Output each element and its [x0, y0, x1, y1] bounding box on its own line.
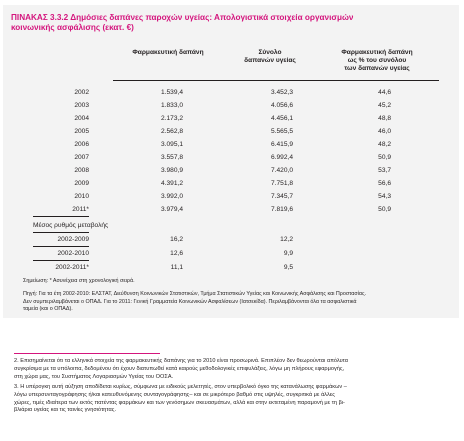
- col-header-pct: Φαρμακευτική δαπάνη ως % του συνόλου των δαπανών υγείας: [341, 49, 413, 72]
- col-header-total: Σύνολο δαπανών υγείας: [244, 49, 296, 64]
- growth-row: 2002-2010 12,6 9,9: [57, 250, 293, 257]
- col-header-pharma: Φαρμακευτική δαπάνη: [132, 49, 204, 56]
- table-row: 2008 3.980,9 7.420,0 53,7: [74, 167, 391, 174]
- table-title: [11, 13, 451, 33]
- table-row: 2003 1.833,0 4.056,6 45,2: [74, 102, 391, 109]
- table-row: 2004 2.173,2 4.456,1 48,8: [74, 115, 391, 122]
- table-row: 2011* 3.979,4 7.819,6 50,9: [72, 206, 391, 213]
- footnote-3: 3. Η υπέρογκη αυτή αύξηση αποδίδεται κυρίως, σύμφωνα με ειδικούς μελετητές, στον υπερβολικό όγκο της κατανάλωσης φαρμάκων – λόγω υπερσυνταγογράφησης ή/και κατευθυνόμενης συνταγογράφησης– και σε μικρότερο βαθμό στις υψηλές, συγκριτικά με άλλες χώρες, τιμές ιδιαίτερα των εκτός πατέντας φαρμάκων και των γενόσημων σκευασμάτων, αλλά και στην εκτεταμένη παραμονή με τη βι- βλιάρια υγείας και τις ταινίες γνησιότητας.: [14, 384, 347, 414]
- table-title-line2: κοινωνικής ασφάλισης (εκατ. €): [11, 23, 134, 32]
- table-note: Σημείωση: * Ασυνέχεια στη χρονολογική σειρά.: [23, 278, 135, 284]
- table-source: Πηγή: Για τα έτη 2002-2010: ΕΛΣΤΑΤ, Διεύθυνση Κοινωνικών Στατιστικών, Τμήμα Στατιστικών Υγείας και Κοινωνικής Ασφάλισης και Προστασίας. Δεν συμπεριλαμβάνεται ο ΟΠΑΔ. Για το 2011: Γενική Γραμματεία Κοινωνικών Ασφαλίσεων (Ιατσεκίδα). Περιλαμβάνονται όλα τα ασφαλιστικά ταμεία (και ο ΟΠΑΔ).: [23, 291, 367, 313]
- growth-row: 2002-2011* 11,1 9,5: [55, 264, 293, 271]
- growth-rule-1: [33, 232, 89, 233]
- header-rule: [113, 80, 439, 81]
- table-panel: [3, 5, 459, 318]
- growth-label: Μέσος ρυθμός μεταβολής: [33, 222, 109, 229]
- table-row: 2009 4.391,2 7.751,8 56,6: [74, 180, 391, 187]
- year-column-rule: [33, 216, 89, 217]
- footnote-2: 2. Επισημαίνεται ότι τα ελληνικά στοιχεία της φαρμακευτικής δαπάνης για το 2010 είναι προσωρινά. Επιπλέον δεν θεωρούνται απόλυτα συγκρίσιμα με τα υπόλοιπα, δεδομένου ότι έχουν διατυπωθεί κατά καιρούς μεθοδολογικές επιφυλάξεις, λόγω μη πλήρους εφαρμογής, στη χώρα μας, του Συστήματος Λογαριασμών Υγείας του ΟΟΣΑ.: [14, 358, 349, 380]
- table-row: 2005 2.562,8 5.565,5 46,0: [74, 128, 391, 135]
- table-row: 2007 3.557,8 6.992,4 50,9: [74, 154, 391, 161]
- table-row: 2010 3.992,0 7.345,7 54,3: [74, 193, 391, 200]
- growth-row: 2002-2009 16,2 12,2: [57, 236, 293, 243]
- footnote-rule: [14, 353, 160, 354]
- table-title-line1: ΠΙΝΑΚΑΣ 3.3.2 Δημόσιες δαπάνες παροχών υγείας: Απολογιστικά στοιχεία οργανισμών: [11, 13, 354, 22]
- table-row: 2006 3.095,1 6.415,9 48,2: [74, 141, 391, 148]
- growth-rule-3: [33, 260, 89, 261]
- growth-rule-2: [33, 246, 89, 247]
- table-row: 2002 1.539,4 3.452,3 44,6: [74, 89, 391, 96]
